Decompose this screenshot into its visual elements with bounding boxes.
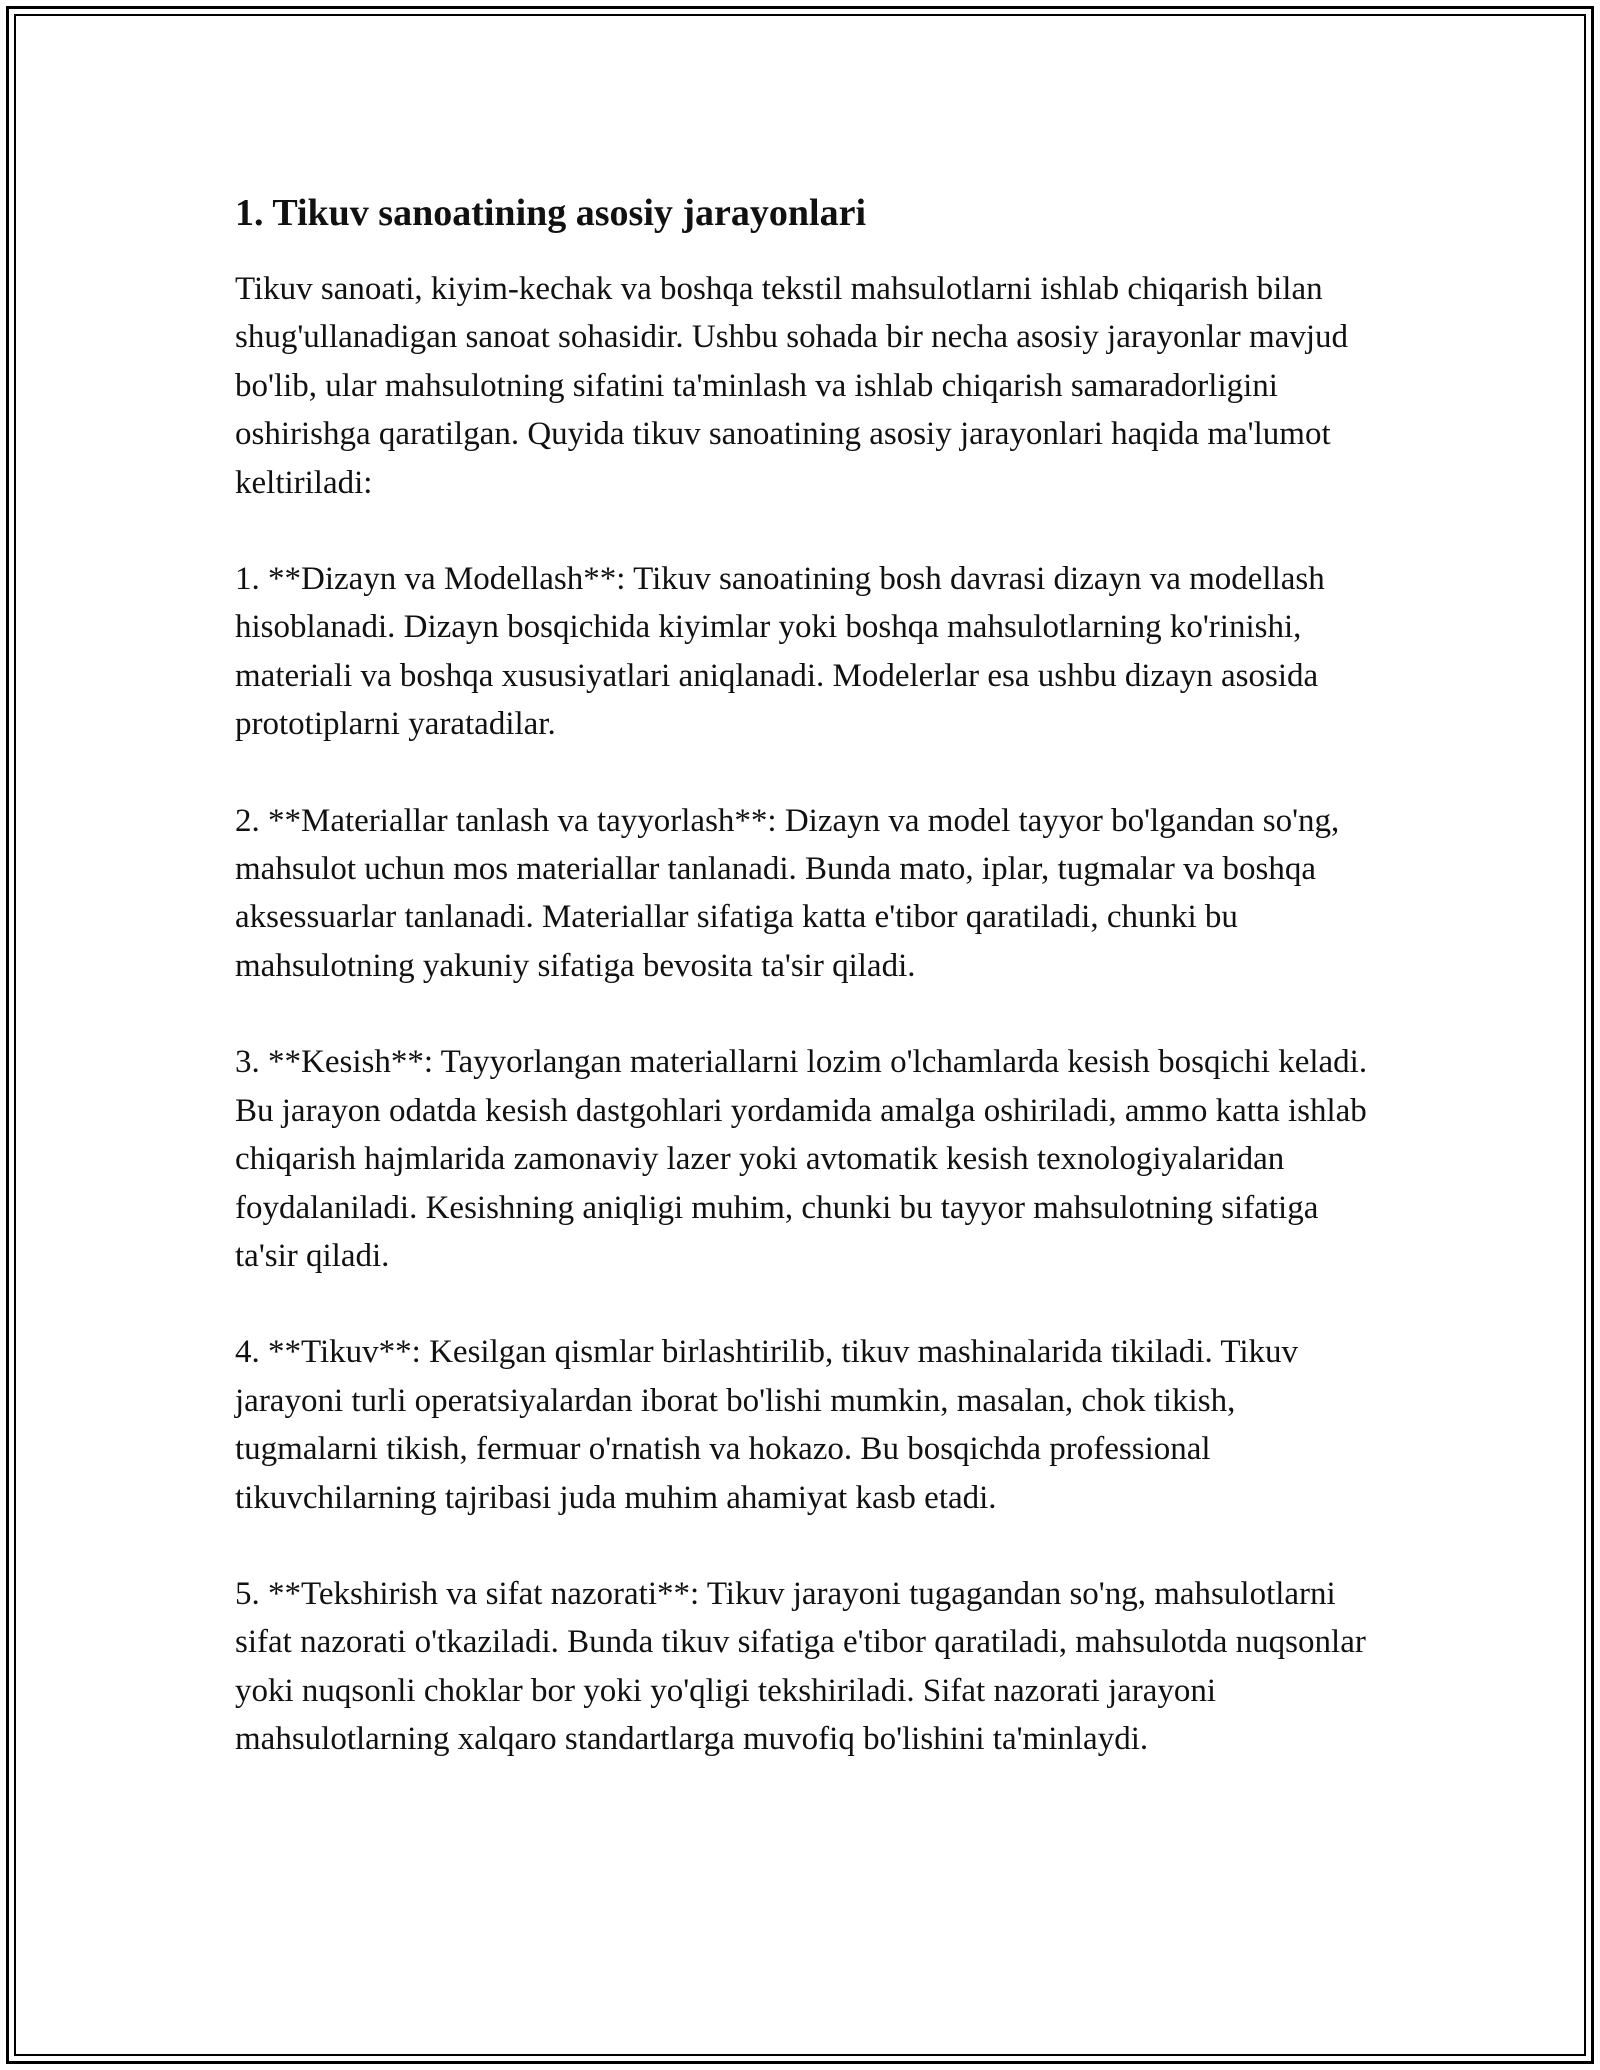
paragraph-cutting: 3. **Kesish**: Tayyorlangan materiallarni lozim o'lchamlarda kesish bosqichi keladi. Bu jarayon odatda kesish dastgohlari yordamida amalga oshiriladi, ammo katta ishlab chiqarish hajmlarida zamonaviy lazer yoki avtomatik kesish texnologiyalaridan foydalaniladi. Kesishning aniqligi muhim, chunki bu tayyor mahsulotning sifatiga ta'sir qiladi. [235, 1044, 1368, 1274]
paragraph-materials: 2. **Materiallar tanlash va tayyorlash**: Dizayn va model tayyor bo'lgandan so'ng, mahsulot uchun mos materiallar tanlanadi. Bunda mato, iplar, tugmalar va boshqa aksessuarlar tanlanadi. Materiallar sifatiga katta e'tibor qaratiladi, chunki bu mahsulotning yakuniy sifatiga bevosita ta'sir qiladi. [235, 802, 1340, 984]
intro-paragraph: Tikuv sanoati, kiyim-kechak va boshqa tekstil mahsulotlarni ishlab chiqarish bilan shug'ullanadigan sanoat sohasidir. Ushbu sohada bir necha asosiy jarayonlar mavjud bo'lib, ular mahsulotning sifatini ta'minlash va ishlab chiqarish samaradorligini oshirishga qaratilgan. Quyida tikuv sanoatining asosiy jarayonlari haqida ma'lumot keltiriladi: [235, 271, 1349, 501]
document-heading: 1. Tikuv sanoatining asosiy jarayonlari [235, 192, 867, 234]
paragraph-sewing: 4. **Tikuv**: Kesilgan qismlar birlashtirilib, tikuv mashinalarida tikiladi. Tikuv jarayoni turli operatsiyalardan iborat bo'lishi mumkin, masalan, chok tikish, tugmalarni tikish, fermuar o'rnatish va hokazo. Bu bosqichda professional tikuvchilarning tajribasi juda muhim ahamiyat kasb etadi. [235, 1334, 1299, 1516]
paragraph-design-modeling: 1. **Dizayn va Modellash**: Tikuv sanoatining bosh davrasi dizayn va modellash hisoblanadi. Dizayn bosqichida kiyimlar yoki boshqa mahsulotlarning ko'rinishi, materiali va boshqa xususiyatlari aniqlanadi. Modelerlar esa ushbu dizayn asosida prototiplarni yaratadilar. [235, 561, 1325, 743]
paragraph-quality-control: 5. **Tekshirish va sifat nazorati**: Tikuv jarayoni tugagandan so'ng, mahsulotlarni sifat nazorati o'tkaziladi. Bunda tikuv sifatiga e'tibor qaratiladi, mahsulotda nuqsonlar yoki nuqsonli choklar bor yoki yo'qligi tekshiriladi. Sifat nazorati jarayoni mahsulotlarning xalqaro standartlarga muvofiq bo'lishini ta'minlaydi. [235, 1575, 1366, 1758]
document-body [235, 185, 1385, 1812]
